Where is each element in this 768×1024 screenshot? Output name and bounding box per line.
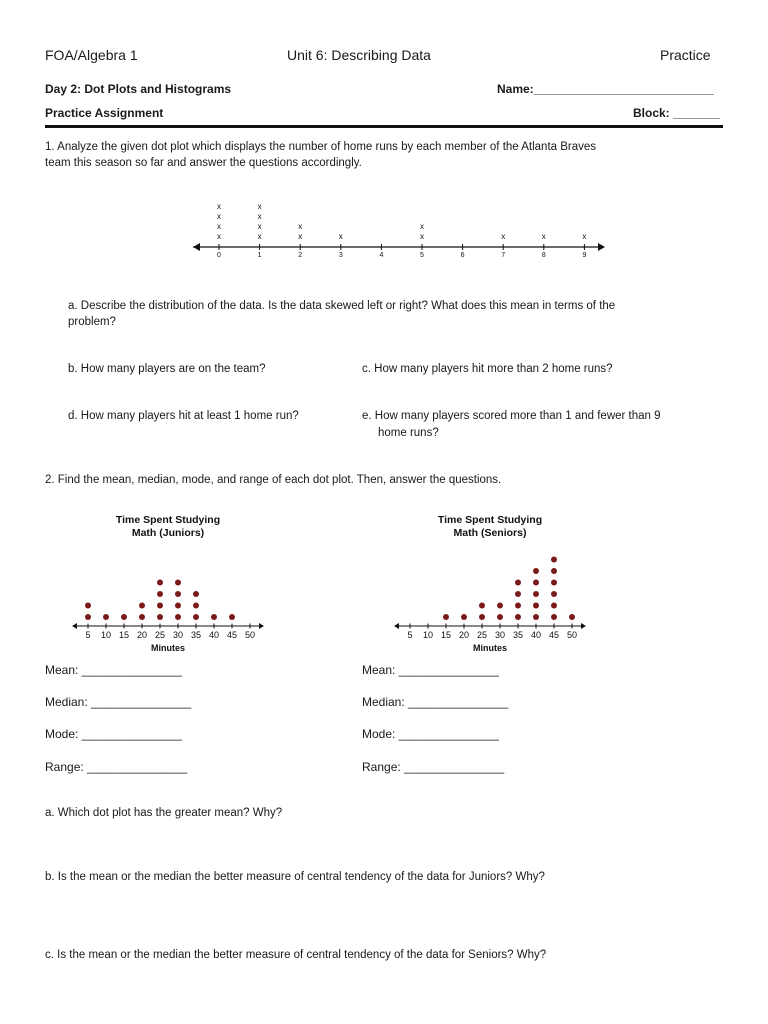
tick-label: 15 bbox=[440, 630, 452, 640]
course-label: FOA/Algebra 1 bbox=[45, 47, 138, 63]
data-dot bbox=[551, 580, 557, 586]
data-dot bbox=[479, 614, 485, 620]
data-dot bbox=[497, 603, 503, 609]
x-mark: x bbox=[217, 222, 221, 231]
data-dot bbox=[515, 614, 521, 620]
x-mark: x bbox=[582, 232, 587, 241]
tick-label: 30 bbox=[494, 630, 506, 640]
tick-label: 10 bbox=[100, 630, 112, 640]
juniors-dot-plot bbox=[68, 510, 268, 658]
tick-label: 2 bbox=[298, 252, 303, 259]
data-dot bbox=[515, 580, 521, 586]
data-dot bbox=[157, 580, 163, 586]
tick-label: 25 bbox=[476, 630, 488, 640]
data-dot bbox=[211, 614, 217, 620]
seniors-median: Median: _______________ bbox=[362, 695, 509, 709]
tick-label: 10 bbox=[422, 630, 434, 640]
tick-label: 5 bbox=[420, 252, 424, 259]
axis-arrow-left bbox=[193, 243, 200, 251]
x-mark: x bbox=[257, 232, 262, 241]
data-dot bbox=[533, 568, 539, 574]
data-dot bbox=[229, 614, 235, 620]
q2a: a. Which dot plot has the greater mean? Why? bbox=[45, 807, 283, 819]
x-mark: x bbox=[217, 212, 221, 221]
juniors-range: Range: _______________ bbox=[45, 760, 188, 774]
data-dot bbox=[157, 603, 163, 609]
home-runs-dot-plot bbox=[185, 195, 615, 267]
data-dot bbox=[175, 603, 181, 609]
data-dot bbox=[193, 591, 199, 597]
name-field: Name:___________________________ bbox=[497, 82, 714, 96]
tick-label: 1 bbox=[257, 252, 262, 259]
tick-label: 4 bbox=[379, 252, 384, 259]
data-dot bbox=[461, 614, 467, 620]
tick-label: 6 bbox=[460, 252, 465, 259]
data-dot bbox=[479, 603, 485, 609]
x-mark: x bbox=[257, 202, 262, 211]
tick-label: 20 bbox=[136, 630, 148, 640]
data-dot bbox=[157, 591, 163, 597]
juniors-median: Median: _______________ bbox=[45, 695, 192, 709]
data-dot bbox=[175, 591, 181, 597]
tick-label: 25 bbox=[154, 630, 166, 640]
data-dot bbox=[121, 614, 127, 620]
q2b: b. Is the mean or the median the better measure of central tendency of the data for Juniors? Why? bbox=[45, 871, 545, 883]
data-dot bbox=[551, 568, 557, 574]
data-dot bbox=[551, 591, 557, 597]
tick-label: 45 bbox=[226, 630, 238, 640]
data-dot bbox=[193, 603, 199, 609]
axis-arrow-left bbox=[72, 623, 77, 629]
q1-prompt-line2: team this season so far and answer the questions accordingly. bbox=[45, 157, 362, 169]
block-field: Block: _______ bbox=[633, 106, 720, 120]
axis-arrow-right bbox=[581, 623, 586, 629]
juniors-mean: Mean: _______________ bbox=[45, 663, 182, 677]
data-dot bbox=[139, 614, 145, 620]
data-dot bbox=[533, 603, 539, 609]
tick-label: 40 bbox=[208, 630, 220, 640]
x-mark: x bbox=[541, 232, 546, 241]
x-mark: x bbox=[420, 222, 424, 231]
unit-title: Unit 6: Describing Data bbox=[287, 47, 431, 63]
tick-label: 7 bbox=[501, 252, 506, 259]
data-dot bbox=[533, 580, 539, 586]
x-mark: x bbox=[257, 212, 262, 221]
tick-label: 20 bbox=[458, 630, 470, 640]
data-dot bbox=[443, 614, 449, 620]
tick-label: 3 bbox=[338, 252, 343, 259]
axis-arrow-right bbox=[598, 243, 605, 251]
tick-label: 15 bbox=[118, 630, 130, 640]
data-dot bbox=[175, 580, 181, 586]
axis-arrow-left bbox=[394, 623, 399, 629]
tick-label: 50 bbox=[244, 630, 256, 640]
tick-label: 35 bbox=[512, 630, 524, 640]
q1c: c. How many players hit more than 2 home runs? bbox=[362, 363, 613, 375]
q1a-line1: a. Describe the distribution of the data. Is the data skewed left or right? What does this mean in terms of the bbox=[68, 300, 616, 312]
data-dot bbox=[139, 603, 145, 609]
x-axis-label: Minutes bbox=[150, 643, 186, 653]
data-dot bbox=[497, 614, 503, 620]
practice-label: Practice bbox=[660, 47, 711, 63]
q2c: c. Is the mean or the median the better measure of central tendency of the data for Seniors? Why? bbox=[45, 949, 547, 961]
data-dot bbox=[533, 614, 539, 620]
q1d: d. How many players hit at least 1 home run? bbox=[68, 410, 299, 422]
seniors-dot-plot bbox=[390, 510, 590, 658]
chart-title-line1: Time Spent Studying bbox=[437, 514, 543, 526]
data-dot bbox=[551, 603, 557, 609]
data-dot bbox=[157, 614, 163, 620]
juniors-mode: Mode: _______________ bbox=[45, 727, 182, 741]
x-mark: x bbox=[420, 232, 424, 241]
q1-prompt-line1: 1. Analyze the given dot plot which displays the number of home runs by each member of the Atlanta Braves bbox=[45, 141, 597, 153]
axis-arrow-right bbox=[259, 623, 264, 629]
data-dot bbox=[515, 591, 521, 597]
assignment-title: Practice Assignment bbox=[45, 106, 164, 120]
x-mark: x bbox=[217, 232, 221, 241]
data-dot bbox=[533, 591, 539, 597]
tick-label: 9 bbox=[582, 252, 587, 259]
data-dot bbox=[85, 603, 91, 609]
tick-label: 0 bbox=[217, 252, 221, 259]
chart-title-line2: Math (Juniors) bbox=[131, 527, 205, 539]
tick-label: 5 bbox=[85, 630, 91, 640]
chart-title-line1: Time Spent Studying bbox=[115, 514, 221, 526]
q2-prompt: 2. Find the mean, median, mode, and range of each dot plot. Then, answer the questions. bbox=[45, 474, 502, 486]
q1e-line2: home runs? bbox=[378, 427, 439, 439]
q1b: b. How many players are on the team? bbox=[68, 363, 266, 375]
x-mark: x bbox=[298, 232, 303, 241]
tick-label: 30 bbox=[172, 630, 184, 640]
x-mark: x bbox=[501, 232, 506, 241]
x-mark: x bbox=[217, 202, 221, 211]
header-divider bbox=[45, 125, 723, 128]
x-axis-label: Minutes bbox=[472, 643, 508, 653]
tick-label: 40 bbox=[530, 630, 542, 640]
tick-label: 5 bbox=[407, 630, 413, 640]
data-dot bbox=[551, 557, 557, 563]
day-title: Day 2: Dot Plots and Histograms bbox=[45, 82, 232, 96]
tick-label: 35 bbox=[190, 630, 202, 640]
x-mark: x bbox=[338, 232, 343, 241]
q1e-line1: e. How many players scored more than 1 and fewer than 9 bbox=[362, 410, 661, 422]
x-mark: x bbox=[298, 222, 303, 231]
data-dot bbox=[175, 614, 181, 620]
data-dot bbox=[103, 614, 109, 620]
data-dot bbox=[515, 603, 521, 609]
q1a-line2: problem? bbox=[68, 316, 116, 328]
tick-label: 8 bbox=[541, 252, 546, 259]
x-mark: x bbox=[257, 222, 262, 231]
chart-title-line2: Math (Seniors) bbox=[453, 527, 527, 539]
seniors-mean: Mean: _______________ bbox=[362, 663, 499, 677]
data-dot bbox=[569, 614, 575, 620]
tick-label: 50 bbox=[566, 630, 578, 640]
data-dot bbox=[551, 614, 557, 620]
data-dot bbox=[193, 614, 199, 620]
seniors-mode: Mode: _______________ bbox=[362, 727, 499, 741]
data-dot bbox=[85, 614, 91, 620]
seniors-range: Range: _______________ bbox=[362, 760, 505, 774]
tick-label: 45 bbox=[548, 630, 560, 640]
